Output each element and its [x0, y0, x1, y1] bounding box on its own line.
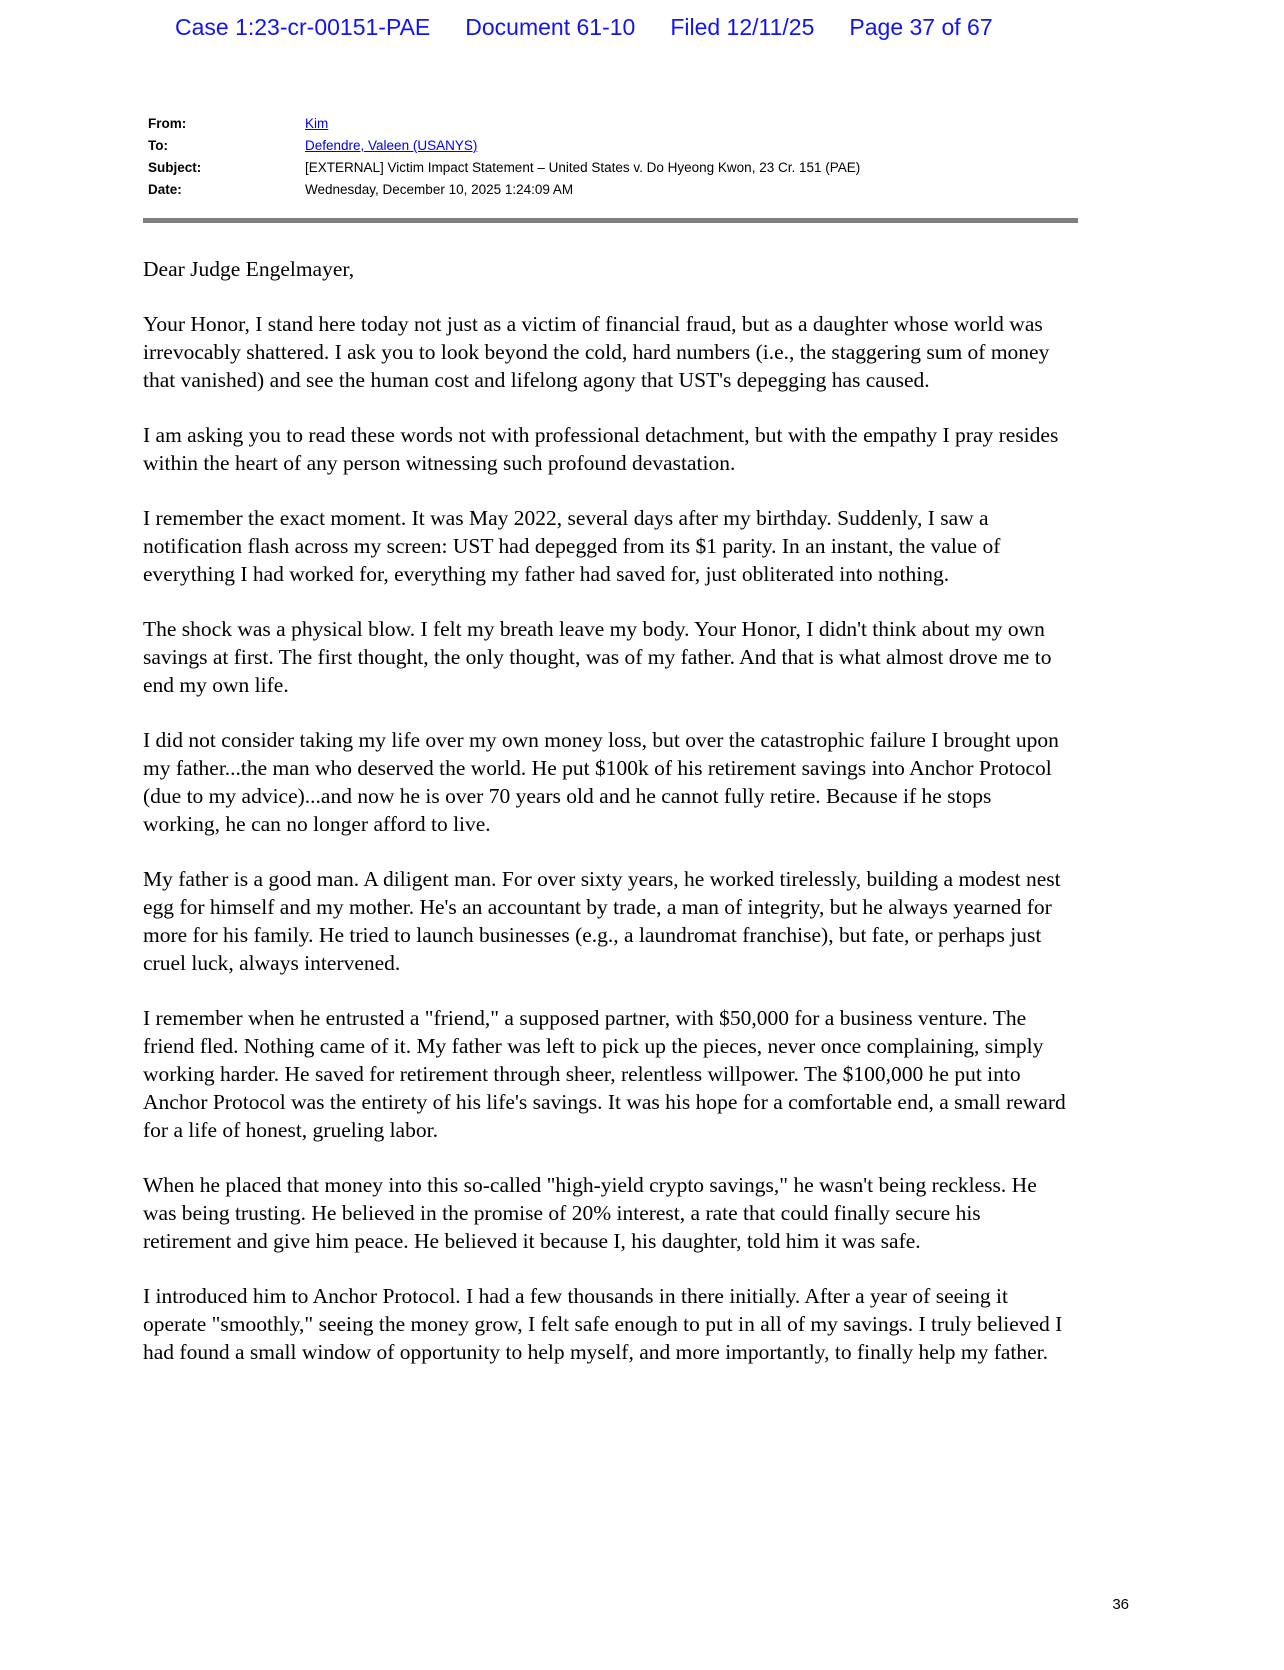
- letter-paragraph: I am asking you to read these words not with professional detachment, but with the empathy I pray resides within the heart of any person witnessing such profound devastation.: [143, 423, 1059, 475]
- salutation: Dear Judge Engelmayer,: [143, 257, 355, 281]
- subject-label: Subject:: [148, 160, 202, 175]
- subject-value: [EXTERNAL] Victim Impact Statement – United States v. Do Hyeong Kwon, 23 Cr. 151 (PAE): [305, 160, 861, 175]
- from-sender-link[interactable]: Kim: [305, 116, 329, 131]
- email-from-row: [148, 113, 860, 135]
- letter-paragraph: My father is a good man. A diligent man. For over sixty years, he worked tirelessly, building a modest nest egg for himself and my mother. He's an accountant by trade, a man of integrity, but he always yearned for more for his family. He tried to launch businesses (e.g., a laundromat franchise), but fate, or perhaps just cruel luck, always intervened.: [143, 867, 1061, 975]
- letter-paragraph: I did not consider taking my life over my own money loss, but over the catastrophic failure I brought upon my father...the man who deserved the world. He put $100k of his retirement savings into Anchor Protocol (due to my advice)...and now he is over 70 years old and he cannot fully retire. Because if he stops working, he can no longer afford to live.: [143, 728, 1059, 836]
- from-label: From:: [148, 116, 187, 131]
- letter-paragraph: When he placed that money into this so-called "high-yield crypto savings," he wasn't being reckless. He was being trusting. He believed in the promise of 20% interest, a rate that could finally secure his retirement and give him peace. He believed it because I, his daughter, told him it was safe.: [143, 1173, 1037, 1253]
- letter-paragraph: I remember the exact moment. It was May 2022, several days after my birthday. Suddenly, I saw a notification flash across my screen: UST had depegged from its $1 parity. In an instant, the value of everything I had worked for, everything my father had saved for, just obliterated into nothing.: [143, 506, 1001, 586]
- header-divider: [143, 218, 1078, 223]
- filed-date: Filed 12/11/25: [670, 14, 815, 40]
- letter-paragraph: The shock was a physical blow. I felt my breath leave my body. Your Honor, I didn't think about my own savings at first. The first thought, the only thought, was of my father. And that is what almost drove me to end my own life.: [143, 617, 1052, 697]
- email-to-row: [148, 135, 860, 157]
- letter-paragraph: I introduced him to Anchor Protocol. I had a few thousands in there initially. After a year of seeing it operate "smoothly," seeing the money grow, I felt safe enough to put in all of my savings. I truly believed I had found a small window of opportunity to help myself, and more importantly, to finally help my father.: [143, 1284, 1063, 1364]
- date-value: Wednesday, December 10, 2025 1:24:09 AM: [305, 182, 574, 197]
- document-number: Document 61-10: [465, 14, 636, 40]
- letter-body: [143, 255, 1068, 1393]
- email-subject-row: [148, 157, 860, 179]
- to-recipient-link[interactable]: Defendre, Valeen (USANYS): [305, 138, 478, 153]
- date-label: Date:: [148, 182, 182, 197]
- page-number: 36: [1112, 1596, 1129, 1613]
- letter-paragraph: Your Honor, I stand here today not just as a victim of financial fraud, but as a daughter whose world was irrevocably shattered. I ask you to look beyond the cold, hard numbers (i.e., the staggering sum of money that vanished) and see the human cost and lifelong agony that UST's depegging has caused.: [143, 312, 1050, 392]
- letter-paragraph: I remember when he entrusted a "friend," a supposed partner, with $50,000 for a business venture. The friend fled. Nothing came of it. My father was left to pick up the pieces, never once complaining, simply working harder. He saved for retirement through sheer, relentless willpower. The $100,000 he put into Anchor Protocol was the entirety of his life's savings. It was his hope for a comfortable end, a small reward for a life of honest, grueling labor.: [143, 1006, 1066, 1142]
- email-date-row: [148, 179, 860, 201]
- email-header: [148, 113, 860, 201]
- page-of-count: Page 37 of 67: [849, 14, 993, 40]
- case-number: Case 1:23-cr-00151-PAE: [175, 14, 431, 40]
- to-label: To:: [148, 138, 168, 153]
- case-stamp: [175, 14, 993, 41]
